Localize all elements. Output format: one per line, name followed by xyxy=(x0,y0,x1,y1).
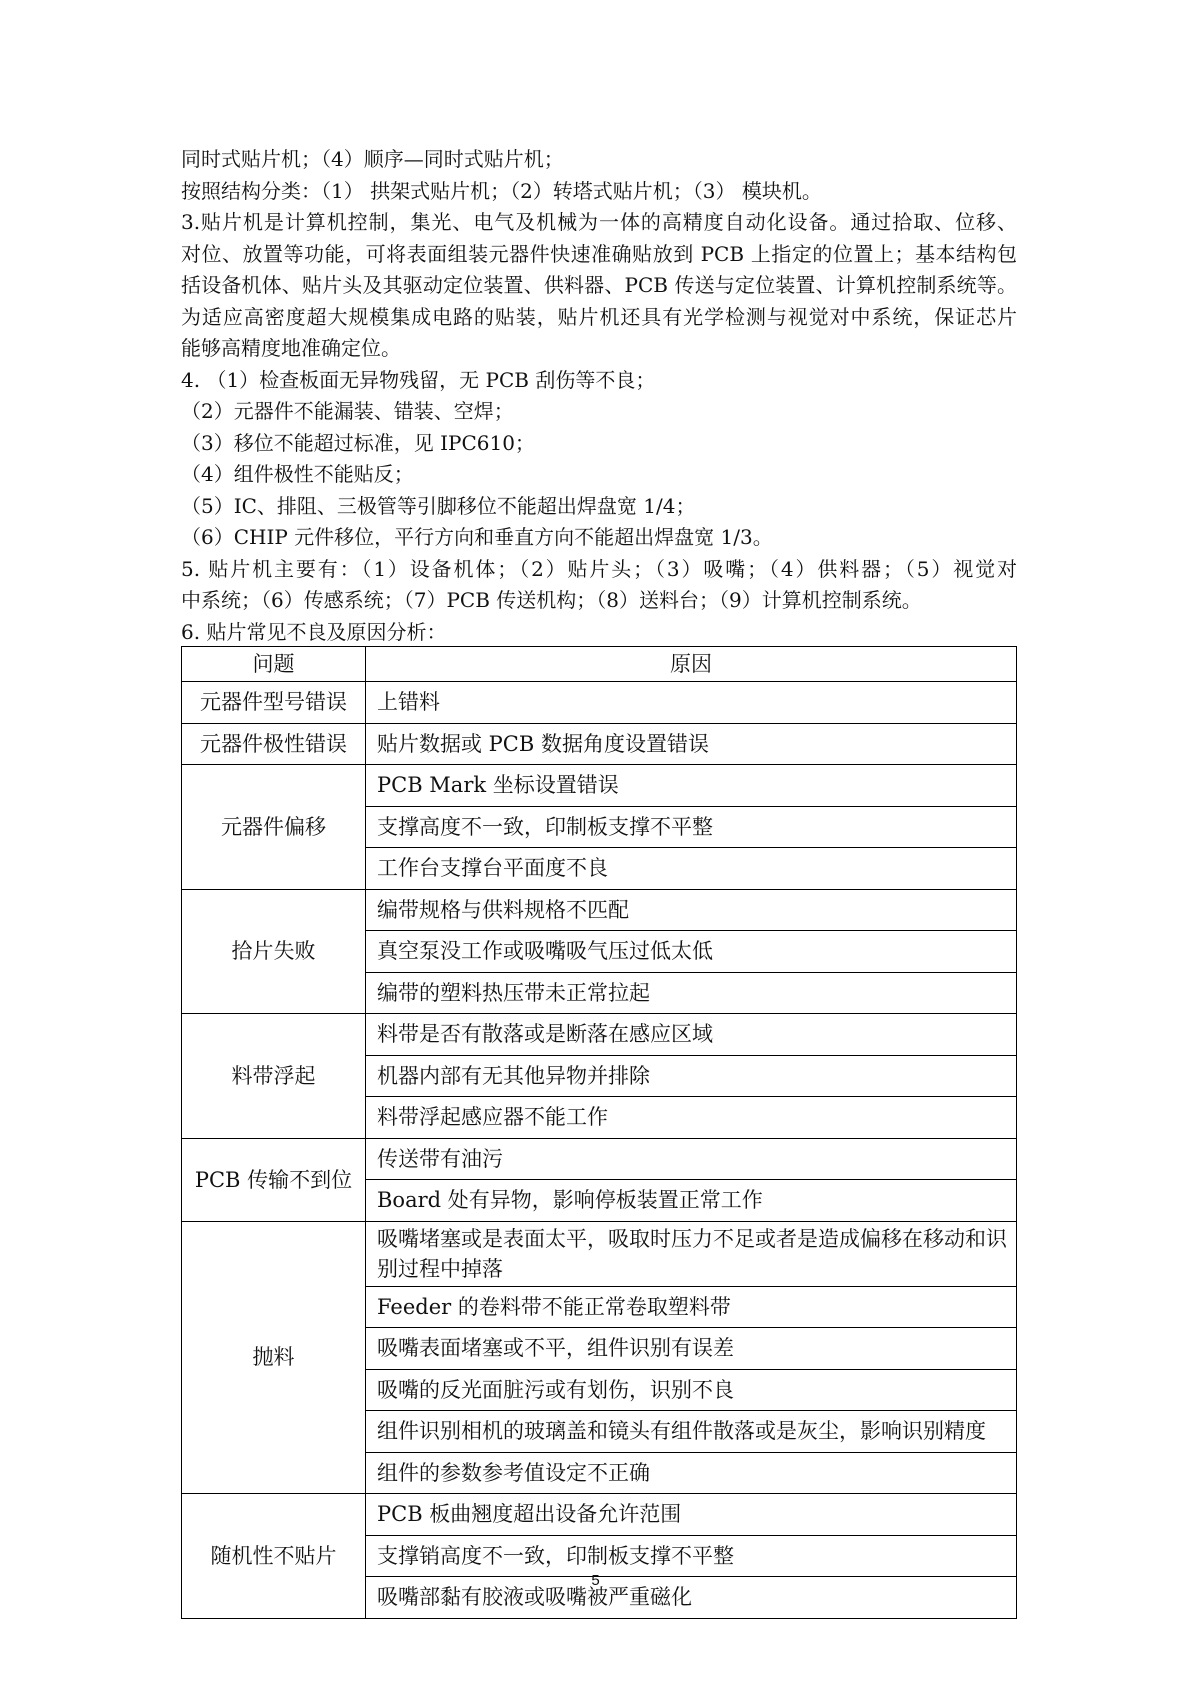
header-cause: 原因 xyxy=(366,647,1017,682)
cause-cell: 吸嘴表面堵塞或不平，组件识别有误差 xyxy=(366,1328,1017,1370)
cause-cell: 料带是否有散落或是断落在感应区域 xyxy=(366,1014,1017,1056)
cause-cell: 工作台支撑台平面度不良 xyxy=(366,848,1017,890)
body-line: （3）移位不能超过标准，见 IPC610； xyxy=(181,430,535,455)
page-number: 5 xyxy=(591,1572,600,1589)
cause-cell: 真空泵没工作或吸嘴吸气压过低太低 xyxy=(366,931,1017,973)
body-line: 3.贴片机是计算机控制，集光、电气及机械为一体的高精度自动化设备。通过拾取、位移、 xyxy=(181,210,1017,234)
body-line: 5. 贴片机主要有：（1）设备机体；（2）贴片头；（3）吸嘴；（4）供料器；（5）视觉对 xyxy=(181,556,1017,581)
problem-cell: PCB 传输不到位 xyxy=(182,1138,366,1221)
body-text xyxy=(181,144,1017,648)
cause-cell: 上错料 xyxy=(366,682,1017,724)
cause-cell: 支撑高度不一致，印制板支撑不平整 xyxy=(366,806,1017,848)
cause-cell: 贴片数据或 PCB 数据角度设置错误 xyxy=(366,723,1017,765)
table-body xyxy=(182,682,1017,1619)
body-line: 括设备机体、贴片头及其驱动定位装置、供料器、PCB 传送与定位装置、计算机控制系统等。 xyxy=(181,273,1017,297)
body-line: 6. 贴片常见不良及原因分析： xyxy=(181,619,447,644)
body-line: （5）IC、排阻、三极管等引脚移位不能超出焊盘宽 1/4； xyxy=(181,493,696,518)
table-row xyxy=(182,889,1017,931)
cause-cell: 支撑销高度不一致，印制板支撑不平整 xyxy=(366,1535,1017,1577)
body-line: 为适应高密度超大规模集成电路的贴装，贴片机还具有光学检测与视觉对中系统，保证芯片 xyxy=(181,304,1017,329)
cause-cell: 吸嘴堵塞或是表面太平，吸取时压力不足或者是造成偏移在移动和识别过程中掉落 xyxy=(366,1221,1017,1286)
cause-cell: 组件的参数参考值设定不正确 xyxy=(366,1452,1017,1494)
cause-cell: 组件识别相机的玻璃盖和镜头有组件散落或是灰尘，影响识别精度 xyxy=(366,1411,1017,1453)
problem-cell: 元器件极性错误 xyxy=(182,723,366,765)
cause-cell: PCB 板曲翘度超出设备允许范围 xyxy=(366,1494,1017,1536)
table-row xyxy=(182,723,1017,765)
problem-cell: 拾片失败 xyxy=(182,889,366,1014)
cause-cell: 吸嘴部黏有胶液或吸嘴被严重磁化 xyxy=(366,1577,1017,1619)
body-line: 中系统；（6）传感系统；（7）PCB 传送机构；（8）送料台；（9）计算机控制系统。 xyxy=(181,588,922,612)
cause-cell: 传送带有油污 xyxy=(366,1138,1017,1180)
cause-cell: 机器内部有无其他异物并排除 xyxy=(366,1055,1017,1097)
body-line: 对位、放置等功能，可将表面组装元器件快速准确贴放到 PCB 上指定的位置上；基本结构包 xyxy=(181,241,1017,266)
body-line: 能够高精度地准确定位。 xyxy=(181,336,401,360)
body-line: 按照结构分类：（1） 拱架式贴片机；（2）转塔式贴片机；（3） 模块机。 xyxy=(181,178,822,203)
problem-cell: 抛料 xyxy=(182,1221,366,1494)
problem-cell: 随机性不贴片 xyxy=(182,1494,366,1619)
body-line: （2）元器件不能漏装、错装、空焊； xyxy=(181,399,514,423)
body-line: 同时式贴片机；（4）顺序—同时式贴片机； xyxy=(181,147,564,171)
table-row xyxy=(182,765,1017,807)
table-row xyxy=(182,1221,1017,1286)
table-row xyxy=(182,1014,1017,1056)
body-line: （4）组件极性不能贴反； xyxy=(181,462,414,486)
table-row xyxy=(182,682,1017,724)
body-line: （6）CHIP 元件移位，平行方向和垂直方向不能超出焊盘宽 1/3。 xyxy=(181,525,773,549)
cause-cell: Board 处有异物，影响停板装置正常工作 xyxy=(366,1180,1017,1222)
cause-cell: PCB Mark 坐标设置错误 xyxy=(366,765,1017,807)
defect-analysis-table xyxy=(181,646,1017,1619)
problem-cell: 元器件型号错误 xyxy=(182,682,366,724)
header-problem: 问题 xyxy=(182,647,366,682)
table-row xyxy=(182,1138,1017,1180)
cause-cell: 编带规格与供料规格不匹配 xyxy=(366,889,1017,931)
cause-cell: 编带的塑料热压带未正常拉起 xyxy=(366,972,1017,1014)
problem-cell: 料带浮起 xyxy=(182,1014,366,1139)
table-row xyxy=(182,1494,1017,1536)
cause-cell: 料带浮起感应器不能工作 xyxy=(366,1097,1017,1139)
table-header-row xyxy=(182,647,1017,682)
body-line: 4. （1）检查板面无异物残留，无 PCB 刮伤等不良； xyxy=(181,367,656,392)
cause-cell: 吸嘴的反光面脏污或有划伤，识别不良 xyxy=(366,1369,1017,1411)
cause-cell: Feeder 的卷料带不能正常卷取塑料带 xyxy=(366,1286,1017,1328)
problem-cell: 元器件偏移 xyxy=(182,765,366,890)
